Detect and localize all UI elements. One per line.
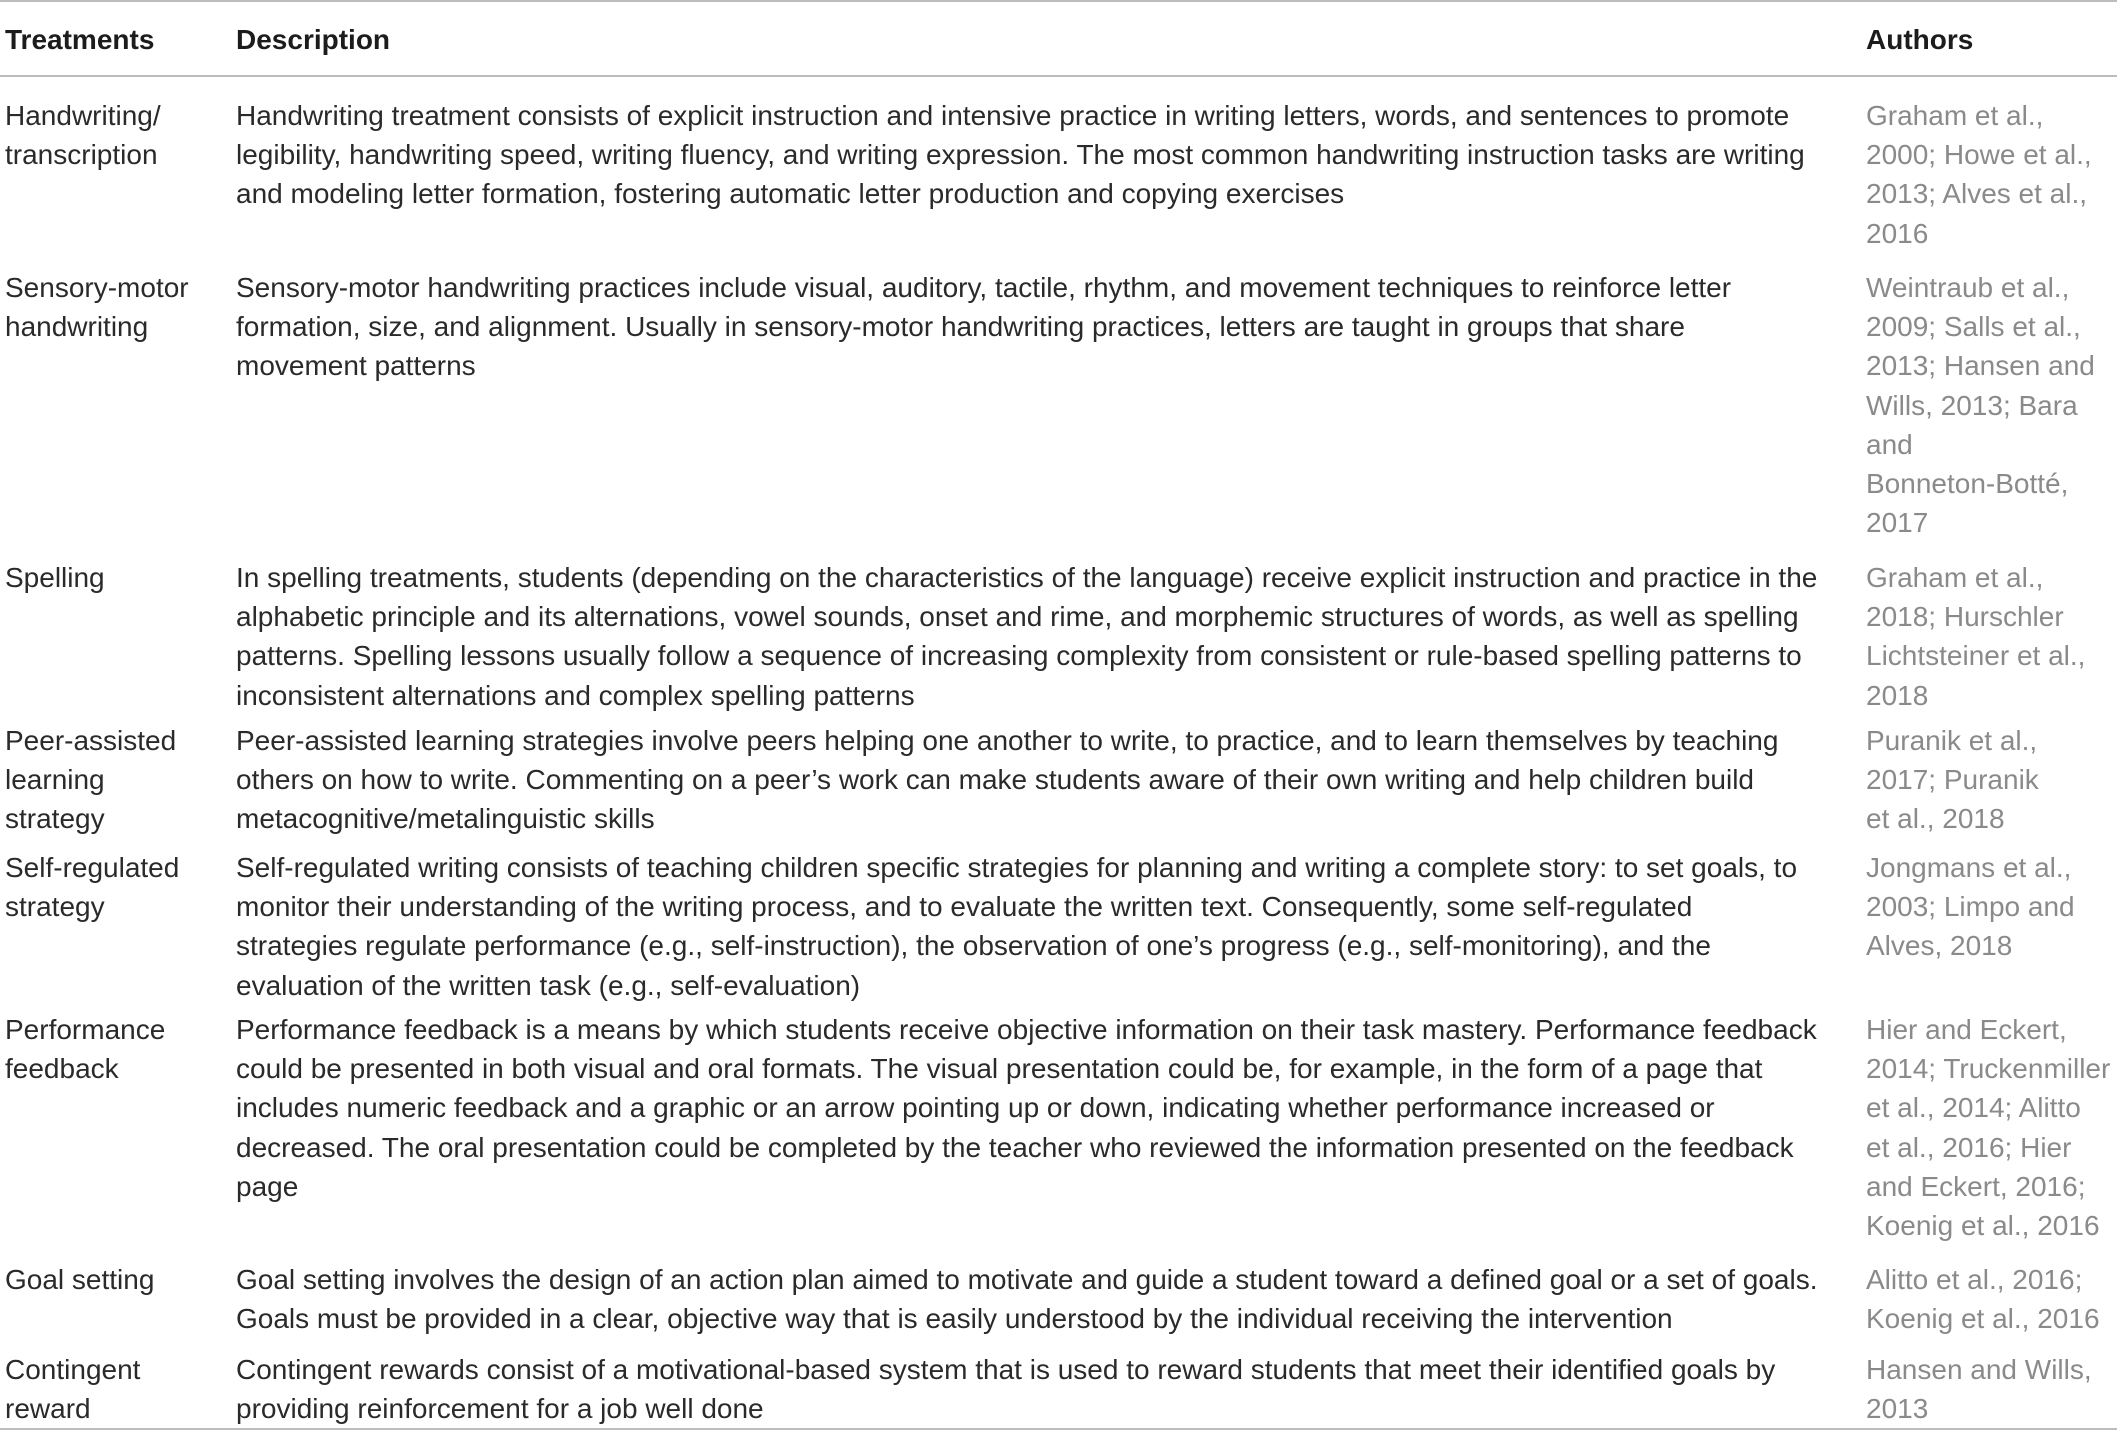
authors-cell-line: 2009; Salls et al., <box>1866 311 2081 343</box>
description-cell-line: page <box>236 1170 299 1202</box>
treatment-cell <box>5 558 225 597</box>
treatment-cell-line: strategy <box>5 891 105 923</box>
description-cell <box>236 96 1851 214</box>
treatment-cell-line: Contingent <box>5 1354 141 1385</box>
treatment-cell-line: handwriting <box>5 311 149 343</box>
authors-cell <box>1866 848 2114 966</box>
description-cell-line: decreased. The oral presentation could be completed by the teacher who reviewed the information presented on the feedback <box>236 1131 1794 1163</box>
description-cell-line: Self-regulated writing consists of teaching children specific strategies for planning and writing a complete story: to set goals, to <box>236 852 1798 883</box>
authors-cell-line: 2017; Puranik <box>1866 764 2039 796</box>
authors-cell-line: 2003; Limpo and <box>1866 891 2075 923</box>
authors-cell-line: 2014; Truckenmiller <box>1866 1053 2111 1085</box>
treatment-cell-line: Goal setting <box>5 1264 155 1295</box>
treatment-cell-line: Peer-assisted <box>5 725 177 756</box>
authors-cell-line: Weintraub et al., <box>1866 272 2070 303</box>
authors-cell-line: Graham et al., <box>1866 100 2044 131</box>
treatment-cell-line: Handwriting/ <box>5 100 161 131</box>
description-cell <box>236 721 1851 839</box>
treatment-cell-line: learning <box>5 764 105 796</box>
authors-cell-line: Alitto et al., 2016; <box>1866 1264 2083 1295</box>
table-top-rule <box>0 0 2117 2</box>
authors-cell-line: 2017 <box>1866 507 1929 539</box>
header-treatments: Treatments <box>5 24 155 55</box>
table-bottom-rule <box>0 1428 2117 1430</box>
description-cell-line: Goal setting involves the design of an action plan aimed to motivate and guide a student toward a defined goal or a set of goals. <box>236 1264 1818 1295</box>
description-cell-line: could be presented in both visual and oral formats. The visual presentation could be, for example, in the form of a page that <box>236 1053 1763 1085</box>
description-cell-line: Sensory-motor handwriting practices include visual, auditory, tactile, rhythm, and movement techniques to reinforce letter <box>236 272 1732 303</box>
authors-cell <box>1866 268 2114 542</box>
authors-cell-line: et al., 2016; Hier <box>1866 1131 2072 1163</box>
treatment-cell <box>5 848 225 926</box>
header-description: Description <box>236 24 391 55</box>
description-cell-line: and modeling letter formation, fostering automatic letter production and copying exercises <box>236 178 1345 210</box>
header-rule <box>0 75 2117 77</box>
description-cell-line: Peer-assisted learning strategies involve peers helping one another to write, to practice, and to learn themselves by teaching <box>236 725 1779 756</box>
authors-cell <box>1866 558 2114 715</box>
authors-cell-line: Jongmans et al., <box>1866 852 2072 883</box>
treatment-cell <box>5 268 225 346</box>
description-cell-line: evaluation of the written task (e.g., self-evaluation) <box>236 969 861 1001</box>
description-cell-line: Contingent rewards consist of a motivational-based system that is used to reward students that meet their identified goals by <box>236 1354 1776 1385</box>
authors-cell-line: Graham et al., <box>1866 562 2044 593</box>
authors-cell <box>1866 1260 2114 1338</box>
authors-cell-line: 2013 <box>1866 1393 1929 1425</box>
treatment-cell <box>5 1260 225 1299</box>
authors-cell-line: Lichtsteiner et al., <box>1866 640 2086 672</box>
description-cell-line: providing reinforcement for a job well done <box>236 1393 764 1425</box>
description-cell <box>236 558 1851 715</box>
authors-cell-line: et al., 2018 <box>1866 803 2005 835</box>
table-header <box>0 15 2117 65</box>
authors-cell-line: 2016 <box>1866 217 1929 249</box>
description-cell <box>236 1010 1851 1206</box>
description-cell-line: others on how to write. Commenting on a peer’s work can make students aware of their own writing and help children build <box>236 764 1754 796</box>
description-cell-line: formation, size, and alignment. Usually in sensory-motor handwriting practices, letters are taught in groups that share <box>236 311 1685 343</box>
description-cell-line: Performance feedback is a means by which students receive objective information on their task mastery. Performance feedback <box>236 1014 1817 1045</box>
authors-cell-line: Puranik et al., <box>1866 725 2038 756</box>
description-cell-line: movement patterns <box>236 350 476 382</box>
authors-cell-line: 2018; Hurschler <box>1866 601 2064 633</box>
treatment-cell-line: Performance <box>5 1014 166 1045</box>
treatment-cell <box>5 1010 225 1088</box>
treatment-cell <box>5 1350 225 1428</box>
authors-cell-line: Bonneton-Botté, <box>1866 468 2069 500</box>
description-cell-line: metacognitive/metalinguistic skills <box>236 803 655 835</box>
authors-cell-line: Koenig et al., 2016 <box>1866 1303 2100 1335</box>
description-cell-line: alphabetic principle and its alternations, vowel sounds, onset and rime, and morphemic structures of words, as well as spelling <box>236 601 1799 633</box>
treatment-cell-line: Self-regulated <box>5 852 180 883</box>
authors-cell <box>1866 1010 2114 1245</box>
authors-cell-line: and Eckert, 2016; <box>1866 1170 2086 1202</box>
authors-cell <box>1866 96 2114 253</box>
description-cell <box>236 1350 1851 1428</box>
authors-cell-line: and <box>1866 428 1913 460</box>
description-cell <box>236 1260 1851 1338</box>
authors-cell-line: et al., 2014; Alitto <box>1866 1092 2081 1124</box>
description-cell-line: inconsistent alternations and complex spelling patterns <box>236 679 915 711</box>
treatment-cell-line: feedback <box>5 1053 119 1085</box>
description-cell-line: monitor their understanding of the writing process, and to evaluate the written text. Consequently, some self-regulated <box>236 891 1693 923</box>
description-cell-line: Handwriting treatment consists of explicit instruction and intensive practice in writing letters, words, and sentences to promote <box>236 100 1790 131</box>
description-cell-line: strategies regulate performance (e.g., self-instruction), the observation of one’s progress (e.g., self-monitoring), and the <box>236 930 1711 962</box>
authors-cell-line: Hier and Eckert, <box>1866 1014 2067 1045</box>
treatment-cell-line: reward <box>5 1393 91 1425</box>
authors-cell <box>1866 1350 2114 1428</box>
description-cell <box>236 848 1851 1005</box>
treatment-cell-line: Sensory-motor <box>5 272 189 303</box>
description-cell-line: patterns. Spelling lessons usually follow a sequence of increasing complexity from consistent or rule-based spelling patterns to <box>236 640 1802 672</box>
description-cell-line: legibility, handwriting speed, writing fluency, and writing expression. The most common handwriting instruction tasks are writing <box>236 139 1805 171</box>
description-cell-line: includes numeric feedback and a graphic or an arrow pointing up or down, indicating whether performance increased or <box>236 1092 1715 1124</box>
authors-cell-line: 2000; Howe et al., <box>1866 139 2092 171</box>
description-cell-line: Goals must be provided in a clear, objective way that is easily understood by the individual receiving the intervention <box>236 1303 1673 1335</box>
authors-cell-line: 2018 <box>1866 679 1929 711</box>
description-cell <box>236 268 1851 386</box>
header-authors: Authors <box>1866 24 1974 55</box>
authors-cell-line: Alves, 2018 <box>1866 930 2013 962</box>
authors-cell-line: 2013; Hansen and <box>1866 350 2095 382</box>
authors-cell <box>1866 721 2114 839</box>
treatment-cell-line: transcription <box>5 139 158 171</box>
treatment-cell <box>5 721 225 839</box>
authors-cell-line: Hansen and Wills, <box>1866 1354 2092 1385</box>
authors-cell-line: Wills, 2013; Bara <box>1866 389 2078 421</box>
treatment-cell <box>5 96 225 174</box>
treatment-cell-line: strategy <box>5 803 105 835</box>
authors-cell-line: 2013; Alves et al., <box>1866 178 2088 210</box>
description-cell-line: In spelling treatments, students (depending on the characteristics of the language) receive explicit instruction and practice in the <box>236 562 1818 593</box>
authors-cell-line: Koenig et al., 2016 <box>1866 1210 2100 1242</box>
treatment-cell-line: Spelling <box>5 562 105 593</box>
